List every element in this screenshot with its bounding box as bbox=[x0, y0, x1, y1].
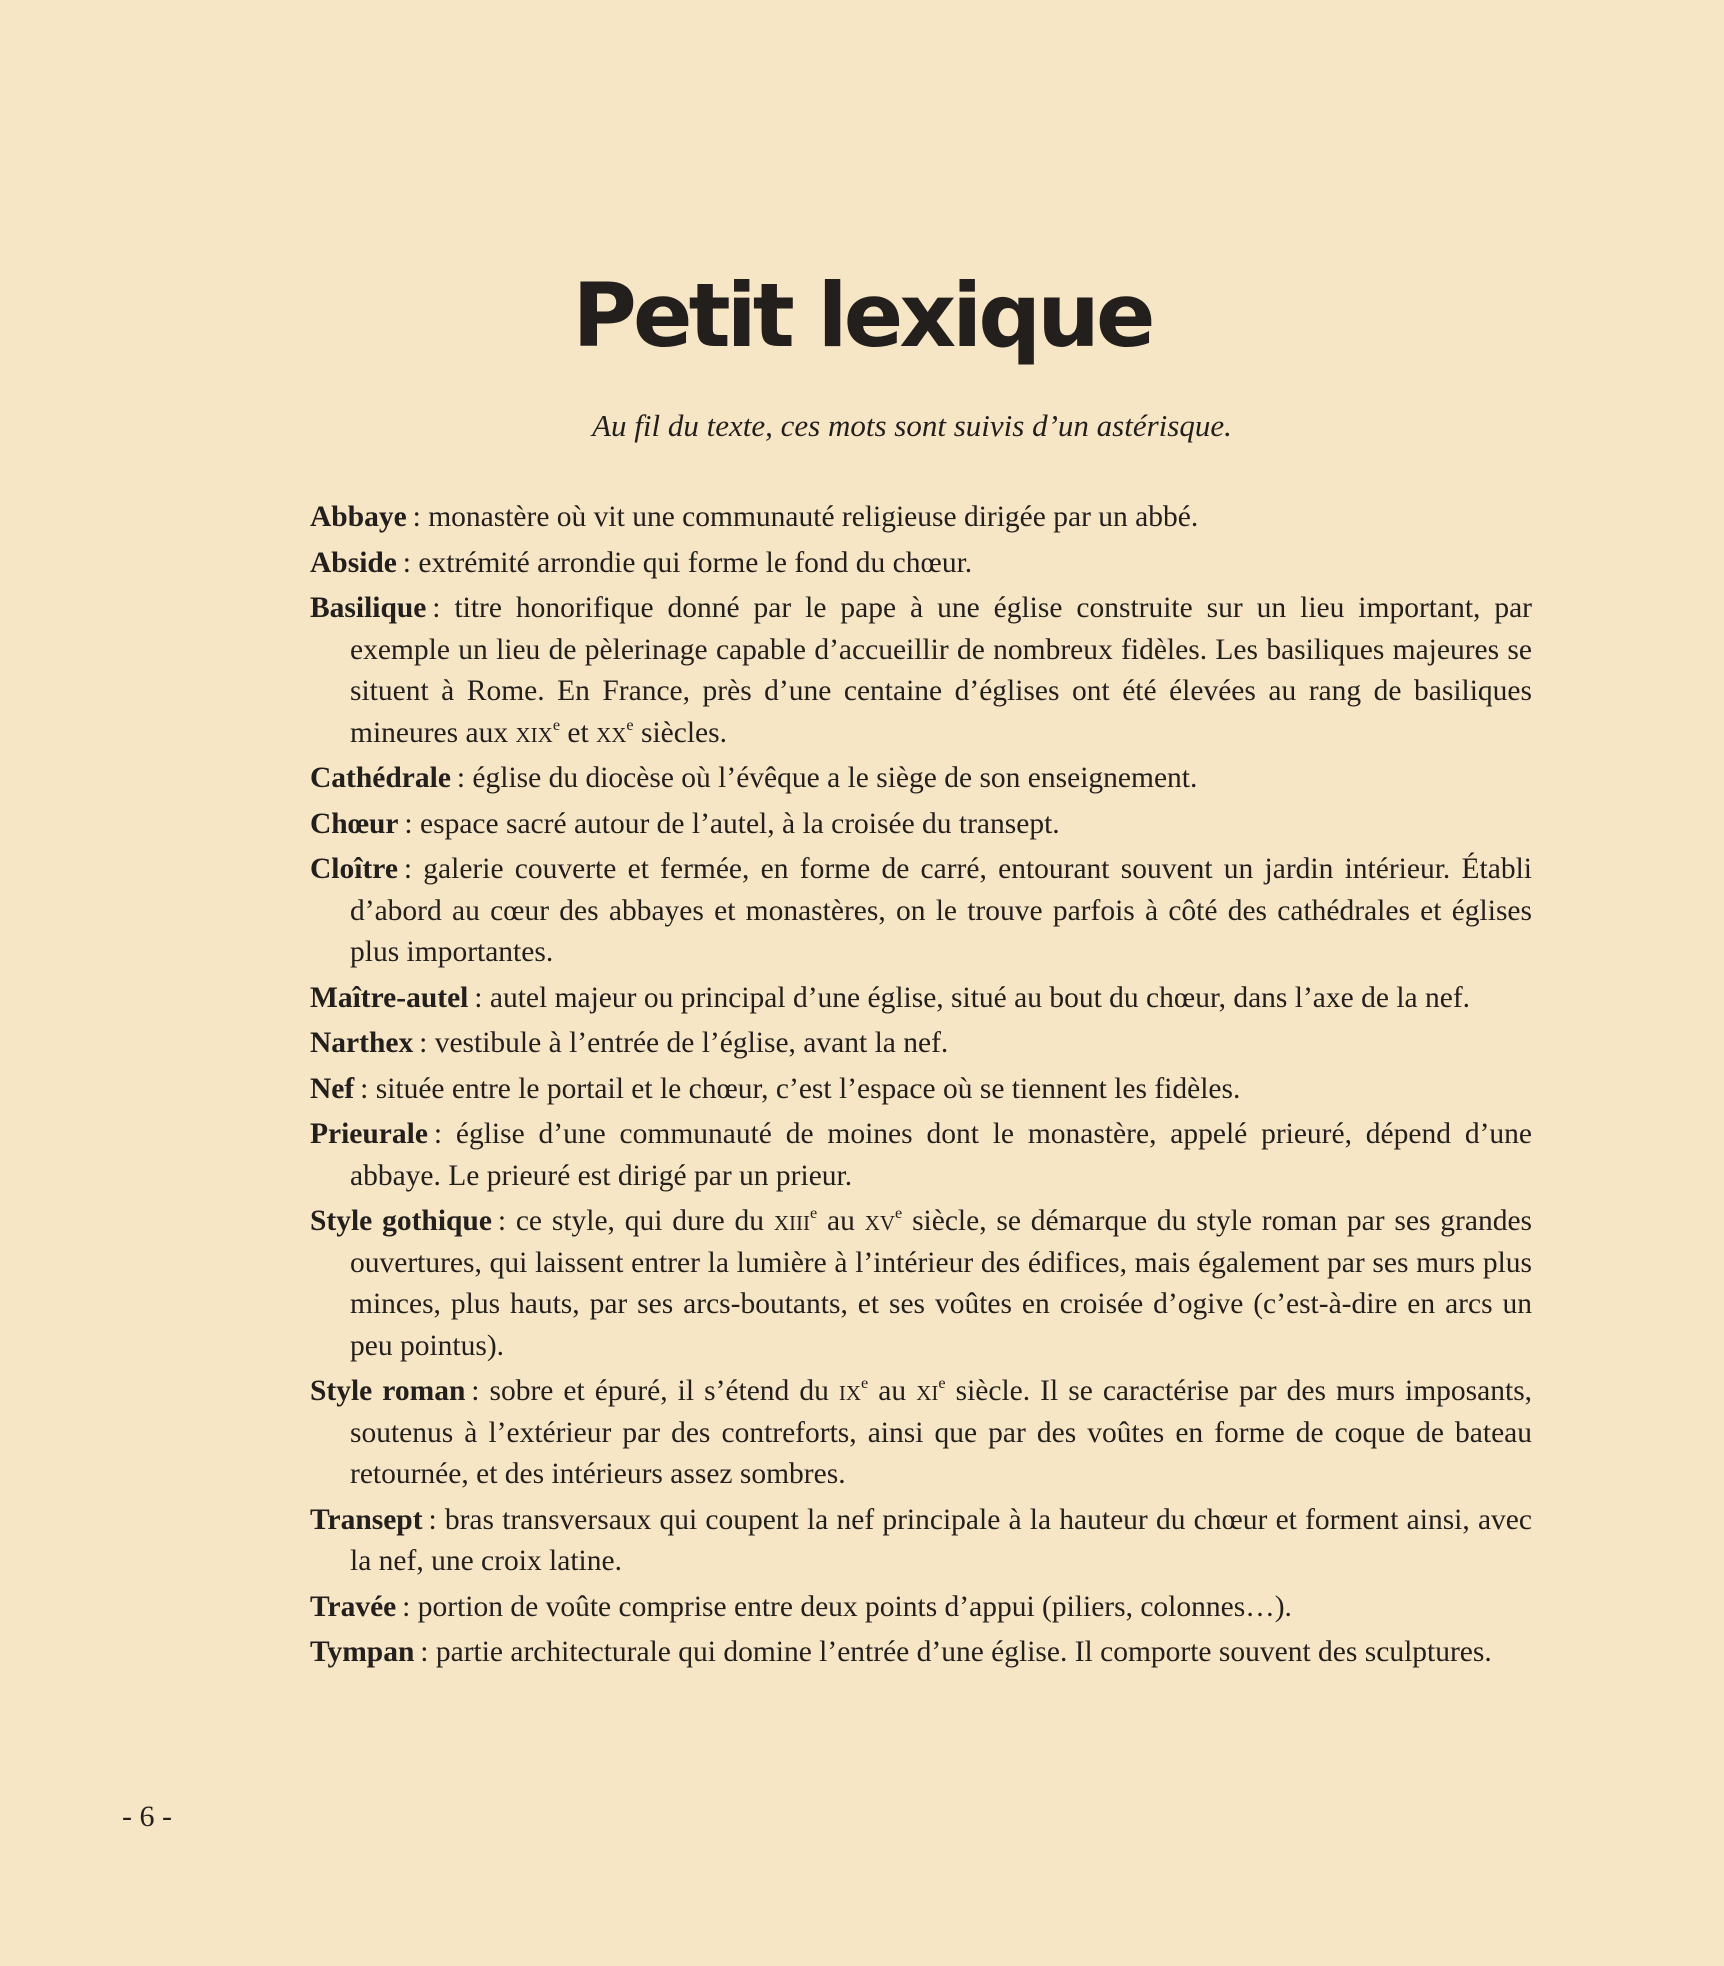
entry-definition: église d’une communauté de moines dont le monastère, appelé prieuré, dépend d’une abbaye. Le prieuré est dirigé par un prieur. bbox=[350, 1118, 1532, 1192]
entry-definition: extrémité arrondie qui forme le fond du chœur. bbox=[418, 546, 973, 579]
entry-term: Narthex bbox=[310, 1027, 414, 1059]
entry-term: Prieurale bbox=[310, 1118, 428, 1150]
entry-definition: église du diocèse où l’évêque a le siège de son enseignement. bbox=[472, 762, 1198, 794]
lexicon-entry-travee: Travée : portion de voûte comprise entre deux points d’appui (piliers, colonnes…). bbox=[310, 1590, 1292, 1623]
century-suffix: e bbox=[895, 1203, 903, 1222]
entry-term: Basilique bbox=[310, 592, 427, 624]
entry-definition: portion de voûte comprise entre deux points d’appui (piliers, colonnes…). bbox=[417, 1590, 1292, 1623]
entry-definition: vestibule à l’entrée de l’église, avant la nef. bbox=[434, 1027, 949, 1059]
lexicon-list bbox=[310, 497, 1532, 1678]
entry-term: Style roman bbox=[310, 1375, 466, 1407]
century-suffix: e bbox=[861, 1373, 869, 1392]
entry-definition: ce style, qui dure du bbox=[515, 1205, 764, 1237]
entry-term: Chœur bbox=[310, 807, 399, 840]
entry-definition: située entre le portail et le chœur, c’est l’espace où se tiennent les fidèles. bbox=[375, 1072, 1241, 1105]
entry-definition: espace sacré autour de l’autel, à la croisée du transept. bbox=[420, 807, 1060, 840]
entry-term: Tympan bbox=[310, 1636, 415, 1668]
century-suffix: e bbox=[809, 1203, 818, 1222]
century-numeral: xx bbox=[596, 716, 627, 749]
entry-term: Abbaye bbox=[310, 501, 407, 533]
lexicon-entry-transept: Transept : bras transversaux qui coupent la nef principale à la hauteur du chœur et forment ainsi, avec la nef, une croix latine. bbox=[310, 1503, 1532, 1577]
century-numeral: ix bbox=[838, 1375, 862, 1407]
lexicon-entry-cathedrale: Cathédrale : église du diocèse où l’évêque a le siège de son enseignement. bbox=[310, 762, 1198, 794]
century-numeral: xiii bbox=[773, 1205, 810, 1237]
lexicon-entry-nef: Nef : située entre le portail et le chœur, c’est l’espace où se tiennent les fidèles. bbox=[310, 1072, 1241, 1105]
lexicon-entry-abbaye: Abbaye : monastère où vit une communauté religieuse dirigée par un abbé. bbox=[310, 501, 1199, 533]
entry-term: Travée bbox=[310, 1590, 397, 1623]
lexicon-entry-choeur: Chœur : espace sacré autour de l’autel, à la croisée du transept. bbox=[310, 807, 1060, 840]
entry-definition: siècles. bbox=[640, 716, 727, 749]
page-title: Petit lexique bbox=[572, 264, 1152, 367]
lexicon-entry-basilique: Basilique : titre honorifique donné par le pape à une église construite sur un lieu important, par exemple un lieu de pèlerinage capable d’accueillir de nombreux fidèles. Les basiliques majeures se situent à Rome. En France, près d’une centaine d’églises ont été élevées au rang de basiliques mineures aux xix$^e$ et $xx^e$ siècles. bbox=[310, 592, 1533, 749]
century-suffix: e bbox=[938, 1373, 946, 1392]
entry-definition: au bbox=[827, 1205, 855, 1237]
entry-definition: bras transversaux qui coupent la nef principale à la hauteur du chœur et forment ainsi, avec la nef, une croix latine. bbox=[350, 1503, 1532, 1577]
lexicon-entry-prieurale: Prieurale : église d’une communauté de moines dont le monastère, appelé prieuré, dépend d’une abbaye. Le prieuré est dirigé par un prieur. bbox=[310, 1118, 1532, 1192]
entry-definition: autel majeur ou principal d’une église, situé au bout du chœur, dans l’axe de la nef. bbox=[489, 981, 1471, 1014]
entry-term: Abside bbox=[310, 546, 397, 579]
entry-definition: siècle, se démarque du style roman par ses grandes ouvertures, qui laissent entrer la lumière à l’intérieur des édifices, mais également par ses murs plus minces, plus hauts, par ses arcs-boutants, et ses voûtes en croisée d’ogive (c’est-à-dire en arcs un peu pointus). bbox=[350, 1205, 1533, 1362]
lexicon-entry-abside: Abside : extrémité arrondie qui forme le fond du chœur. bbox=[310, 546, 973, 579]
entry-term: Maître-autel bbox=[310, 981, 469, 1014]
entry-term: Transept bbox=[310, 1503, 423, 1536]
entry-term: Cloître bbox=[310, 853, 398, 885]
lexicon-entry-narthex: Narthex : vestibule à l’entrée de l’église, avant la nef. bbox=[310, 1027, 949, 1059]
entry-definition: sobre et épuré, il s’étend du bbox=[489, 1375, 829, 1407]
entry-definition: titre honorifique donné par le pape à une église construite sur un lieu important, par exemple un lieu de pèlerinage capable d’accueillir de nombreux fidèles. Les basiliques majeures se situent à Rome. En France, près d’une centaine d’églises ont été élevées au rang de basiliques mineures aux bbox=[350, 592, 1533, 749]
entry-term: Style gothique bbox=[310, 1205, 492, 1237]
entry-definition: galerie couverte et fermée, en forme de carré, entourant souvent un jardin intérieur. Établi d’abord au cœur des abbayes et monastères, on le trouve parfois à côté des cathédrales et églises plus importantes. bbox=[350, 853, 1532, 968]
entry-definition: monastère où vit une communauté religieuse dirigée par un abbé. bbox=[428, 501, 1199, 533]
century-suffix: e bbox=[626, 715, 634, 734]
page-number: - 6 - bbox=[122, 1800, 172, 1833]
entry-term: Cathédrale bbox=[310, 762, 451, 794]
lexicon-entry-cloitre: Cloître : galerie couverte et fermée, en forme de carré, entourant souvent un jardin intérieur. Établi d’abord au cœur des abbayes et monastères, on le trouve parfois à côté des cathédrales et églises plus importantes. bbox=[310, 853, 1532, 968]
century-numeral: xv bbox=[864, 1205, 896, 1237]
lexicon-entry-maitre-autel: Maître-autel : autel majeur ou principal d’une église, situé au bout du chœur, dans l’axe de la nef. bbox=[310, 981, 1471, 1014]
century-numeral: xi bbox=[916, 1375, 939, 1407]
entry-definition: siècle. Il se caractérise par des murs imposants, soutenus à l’extérieur par des contreforts, ainsi que par des voûtes en forme de coque de bateau retournée, et des intérieurs assez sombres. bbox=[350, 1375, 1533, 1490]
lexicon-entry-style-gothique: Style gothique : ce style, qui dure du xiii$^e$ au $xv^e$ siècle, se démarque du style roman par ses grandes ouvertures, qui laissent entrer la lumière à l’intérieur des édifices, mais également par ses murs plus minces, plus hauts, par ses arcs-boutants, et ses voûtes en croisée d’ogive (c’est-à-dire en arcs un peu pointus). bbox=[310, 1203, 1533, 1362]
lexicon-entry-tympan: Tympan : partie architecturale qui domine l’entrée d’une église. Il comporte souvent des sculptures. bbox=[310, 1636, 1492, 1668]
entry-definition: et bbox=[567, 716, 589, 749]
century-suffix: e bbox=[552, 715, 561, 734]
entry-definition: partie architecturale qui domine l’entrée d’une église. Il comporte souvent des sculptures. bbox=[435, 1636, 1492, 1668]
century-numeral: xix bbox=[515, 716, 553, 749]
page-subtitle: Au fil du texte, ces mots sont suivis d’un astérisque. bbox=[592, 408, 1232, 443]
entry-term: Nef bbox=[310, 1072, 355, 1105]
lexicon-entry-style-roman: Style roman : sobre et épuré, il s’étend du $ix^e$ au $xi^e$ siècle. Il se caractérise par des murs imposants, soutenus à l’extérieur par des contreforts, ainsi que par des voûtes en forme de coque de bateau retournée, et des intérieurs assez sombres. bbox=[310, 1373, 1533, 1490]
entry-definition: au bbox=[878, 1375, 907, 1407]
